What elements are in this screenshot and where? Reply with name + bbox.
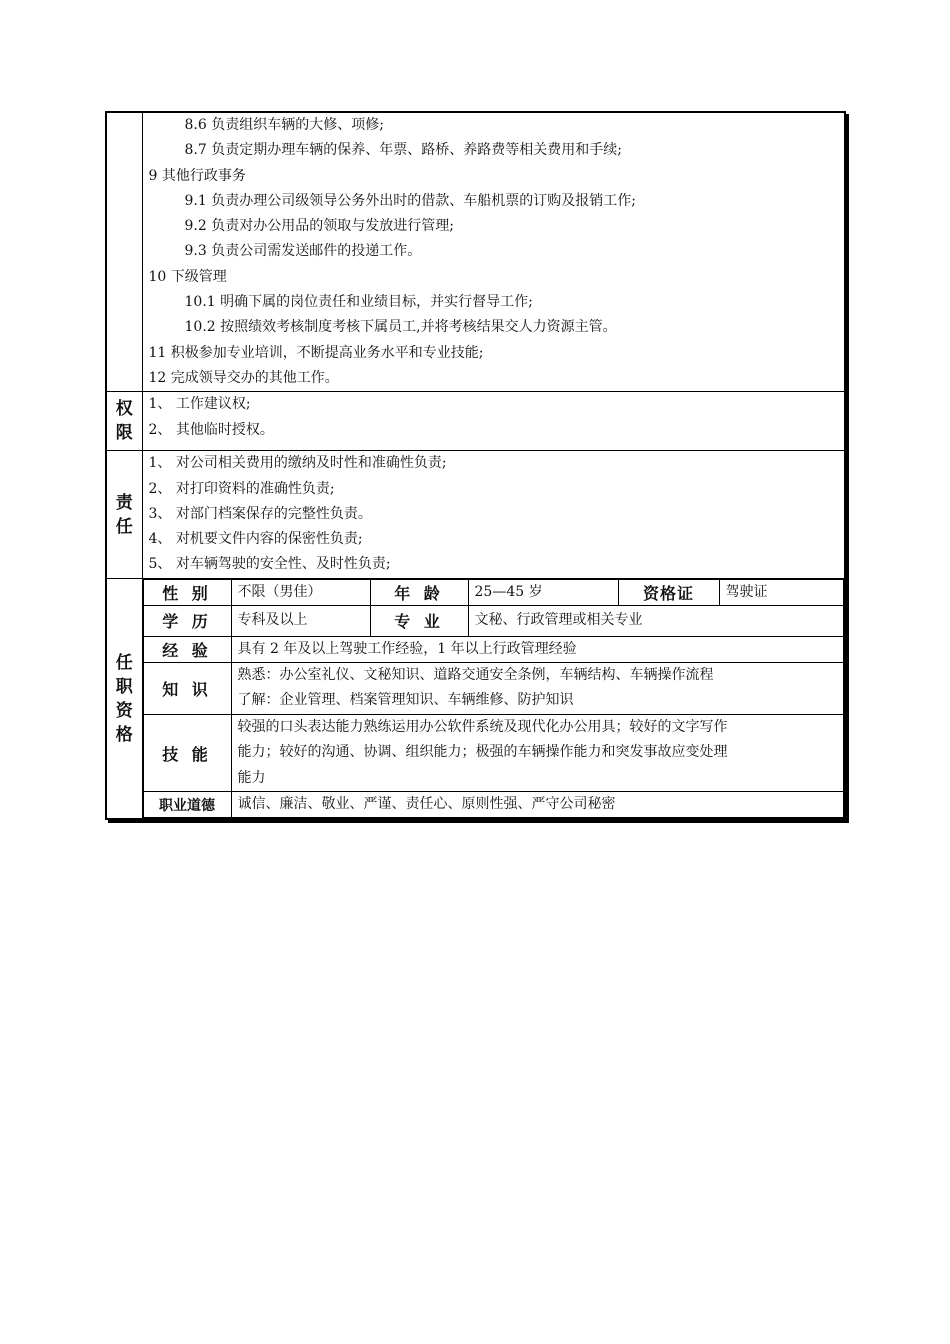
qual-row-experience xyxy=(143,636,844,662)
authority-content xyxy=(142,392,845,451)
job-description-table xyxy=(105,111,846,820)
knowledge-label: 知 识 xyxy=(143,662,231,714)
duty-line: 9.3 负责公司需发送邮件的投递工作。 xyxy=(184,243,422,260)
qualifications-header-char: 职 xyxy=(115,676,133,697)
qual-row-basic xyxy=(143,579,844,605)
qual-row-education xyxy=(143,605,844,636)
responsibility-header xyxy=(106,451,142,578)
gender-label: 性 别 xyxy=(143,579,231,605)
authority-header-char: 权 xyxy=(115,399,133,420)
ethics-value: 诚信、廉洁、敬业、严谨、责任心、原则性强、严守公司秘密 xyxy=(231,792,844,818)
certificate-label: 资格证 xyxy=(618,579,719,605)
qualifications-row xyxy=(106,578,845,819)
major-label: 专 业 xyxy=(370,605,468,636)
authority-header xyxy=(106,392,142,451)
education-value: 专科及以上 xyxy=(231,605,370,636)
responsibility-content xyxy=(142,451,845,578)
duty-line: 8.6 负责组织车辆的大修、项修; xyxy=(184,117,384,133)
age-label: 年 龄 xyxy=(370,579,468,605)
gender-value: 不限（男佳） xyxy=(231,579,370,605)
duty-line: 8.7 负责定期办理车辆的保养、年票、路桥、养路费等相关费用和手续; xyxy=(184,142,622,159)
duty-line: 9 其他行政事务 xyxy=(148,167,246,184)
authority-line: 2、 其他临时授权。 xyxy=(148,421,274,438)
qualifications-table xyxy=(143,579,845,819)
skills-value xyxy=(231,714,844,792)
qual-row-ethics xyxy=(143,792,844,818)
qualifications-header xyxy=(106,578,142,819)
skills-label: 技 能 xyxy=(143,714,231,792)
responsibility-line: 3、 对部门档案保存的完整性负责。 xyxy=(148,505,372,522)
ethics-label: 职业道德 xyxy=(143,792,231,818)
major-value: 文秘、行政管理或相关专业 xyxy=(468,605,844,636)
qualifications-header-char: 资 xyxy=(115,700,133,721)
responsibility-line: 1、 对公司相关费用的缴纳及时性和准确性负责; xyxy=(148,455,447,472)
duties-row xyxy=(106,112,845,392)
skills-line: 能力 xyxy=(237,769,266,786)
age-value: 25—45 岁 xyxy=(468,579,618,605)
qual-row-knowledge xyxy=(143,662,844,714)
authority-line: 1、 工作建议权; xyxy=(148,396,251,413)
experience-value: 具有 2 年及以上驾驶工作经验，1 年以上行政管理经验 xyxy=(231,636,844,662)
certificate-value: 驾驶证 xyxy=(719,579,844,605)
authority-row xyxy=(106,392,845,451)
qualifications-content xyxy=(142,578,845,819)
skills-line: 能力；较好的沟通、协调、组织能力；极强的车辆操作能力和突发事故应变处理 xyxy=(237,744,728,761)
duties-content xyxy=(142,112,845,392)
responsibility-line: 4、 对机要文件内容的保密性负责; xyxy=(148,531,363,548)
responsibility-line: 2、 对打印资料的准确性负责; xyxy=(148,480,335,497)
duty-line: 10 下级管理 xyxy=(148,268,227,285)
duty-line: 9.1 负责办理公司级领导公务外出时的借款、车船机票的订购及报销工作; xyxy=(184,192,636,209)
knowledge-line: 了解：企业管理、档案管理知识、车辆维修、防护知识 xyxy=(237,692,574,709)
education-label: 学 历 xyxy=(143,605,231,636)
duty-line: 9.2 负责对办公用品的领取与发放进行管理; xyxy=(184,218,454,235)
knowledge-line: 熟悉：办公室礼仪、文秘知识、道路交通安全条例，车辆结构、车辆操作流程 xyxy=(237,666,714,683)
experience-label: 经 验 xyxy=(143,636,231,662)
duty-line: 12 完成领导交办的其他工作。 xyxy=(148,369,339,386)
duty-line: 10.2 按照绩效考核制度考核下属员工,并将考核结果交人力资源主管。 xyxy=(184,319,617,336)
responsibility-row xyxy=(106,451,845,578)
qual-row-skills xyxy=(143,714,844,792)
qualifications-header-char: 任 xyxy=(115,652,133,673)
authority-header-char: 限 xyxy=(115,423,133,444)
duty-line: 10.1 明确下属的岗位责任和业绩目标，并实行督导工作; xyxy=(184,294,533,311)
duties-header-cell xyxy=(106,112,142,392)
knowledge-value xyxy=(231,662,844,714)
responsibility-header-char: 任 xyxy=(115,516,133,537)
qualifications-header-char: 格 xyxy=(115,724,133,745)
skills-line: 较强的口头表达能力熟练运用办公软件系统及现代化办公用具；较好的文字写作 xyxy=(237,718,728,735)
responsibility-header-char: 责 xyxy=(115,492,133,513)
duty-line: 11 积极参加专业培训，不断提高业务水平和专业技能; xyxy=(148,344,484,361)
responsibility-line: 5、 对车辆驾驶的安全性、及时性负责; xyxy=(148,556,391,573)
